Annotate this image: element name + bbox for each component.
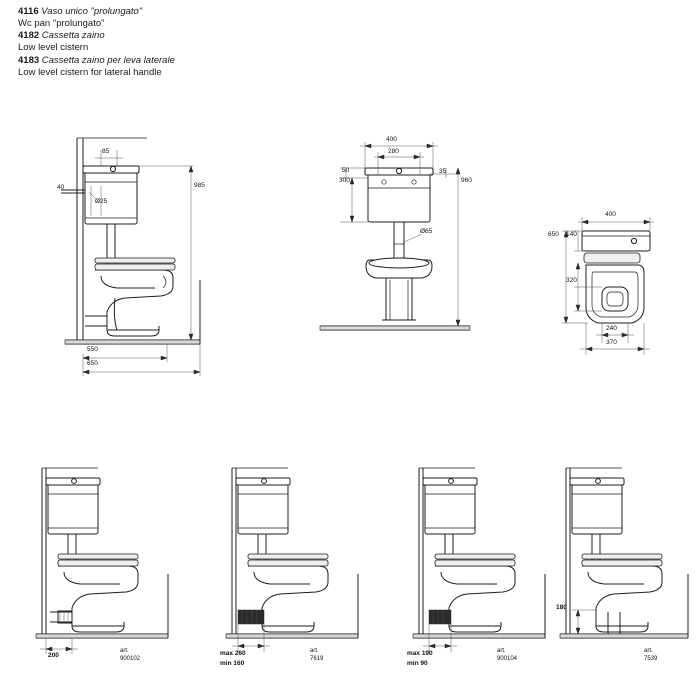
header-line-1 (18, 6, 175, 18)
variant-view-2 (218, 462, 378, 682)
dim-variant1-200: 200 (48, 652, 59, 659)
art-label-1: art. (120, 648, 129, 654)
dim-side-85: 85 (102, 148, 110, 155)
dim-front-960: 960 (461, 177, 472, 184)
dim-side-d25: Ø25 (95, 198, 108, 205)
side-elevation-view (55, 130, 285, 390)
variant-view-3 (405, 462, 565, 682)
dim-plan-650: 650 (548, 231, 559, 238)
dim-side-985: 985 (194, 182, 205, 189)
dim-variant4-180: 180 (556, 604, 567, 611)
product-name-it-3: Cassetta zaino per leva laterale (41, 54, 175, 66)
variant-view-4 (552, 462, 700, 682)
dim-side-40: 40 (57, 184, 65, 191)
product-name-en-1: Wc pan "prolungato" (18, 18, 105, 30)
variant-3-svg (405, 462, 565, 662)
product-name-en-2: Low level cistern (18, 42, 89, 54)
dim-plan-140: 140 (566, 231, 577, 238)
plan-view-svg (540, 215, 690, 375)
dim-front-50: 50 (342, 167, 350, 174)
header-line-6 (18, 67, 175, 79)
variant-view-1 (28, 462, 188, 682)
dim-front-35: 35 (439, 168, 447, 175)
header-line-4 (18, 42, 175, 54)
product-code-4182: 4182 (18, 30, 40, 42)
art-code-3: 900104 (497, 656, 518, 662)
dim-front-d65: Ø65 (420, 228, 433, 235)
product-name-it-1: Vaso unico "prolungato" (41, 6, 143, 17)
art-code-2: 7619 (310, 656, 324, 662)
plan-view (540, 211, 690, 375)
dim-plan-320: 320 (566, 277, 577, 284)
header-line-5 (18, 55, 175, 67)
dim-side-650: 650 (87, 360, 98, 367)
dim-plan-370: 370 (606, 339, 617, 346)
sheet-header (18, 6, 175, 79)
variant-1-svg (28, 462, 188, 662)
product-code-4183: 4183 (18, 54, 40, 66)
dim-front-280: 280 (388, 148, 399, 155)
art-label-3: art. (497, 648, 506, 654)
front-elevation-view (310, 130, 500, 360)
dim-side-550: 550 (87, 346, 98, 353)
note-variant2-max: max 260 (220, 650, 246, 657)
dim-front-300: 300 (339, 177, 350, 184)
dim-plan-400: 400 (605, 211, 616, 218)
variant-4-svg (552, 462, 700, 662)
dim-plan-240: 240 (606, 325, 617, 332)
product-name-it-2: Cassetta zaino (41, 30, 105, 42)
product-name-en-3: Low level cistern for lateral handle (18, 66, 162, 78)
header-line-3 (18, 30, 175, 42)
art-code-1: 900102 (120, 656, 141, 662)
note-variant2-min: min 160 (220, 660, 245, 667)
front-elevation-svg (310, 130, 500, 360)
note-variant3-min: min 90 (407, 660, 428, 667)
header-line-2 (18, 18, 175, 30)
variant-2-svg (218, 462, 378, 662)
art-label-4: art. (644, 648, 653, 654)
note-variant3-max: max 190 (407, 650, 433, 657)
art-label-2: art. (310, 648, 319, 654)
product-code-4116: 4116 (18, 6, 39, 17)
dim-front-400: 400 (386, 136, 397, 143)
art-code-4: 7539 (644, 656, 658, 662)
